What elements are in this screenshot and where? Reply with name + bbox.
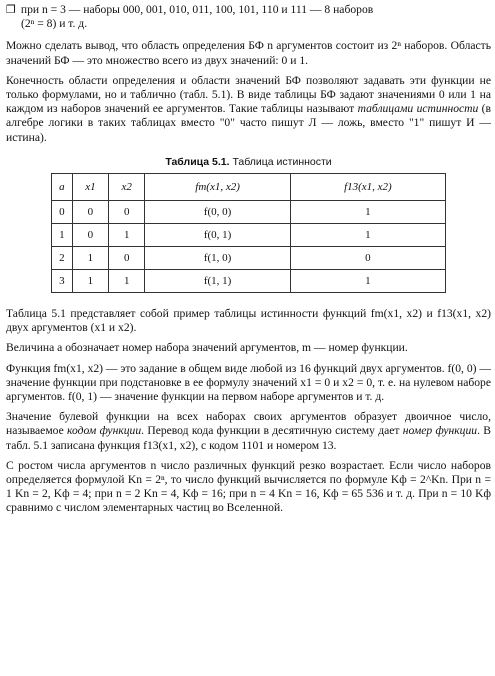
document-page <box>6 3 491 522</box>
table-row <box>52 270 446 293</box>
paragraph-growth: С ростом числа аргументов n число различных функций резко возрастает. Если число наборов определяется формулой Kn = 2ⁿ, то число функций вычисляется по формуле Kф = 2^Kn. При n = 1 Kn = 2, Kф = 4; при n = 2 Kn = 4, Kф = 16; при n = 4 Kn = 16, Kф = 65 536 и т. д. При n = 10 Kф сравнимо с числом элементарных частиц во Вселенной. <box>6 458 491 515</box>
para6-pre: Значение булевой функции на всех наборах своих аргументов образует двоичное число, называемое <box>6 410 491 438</box>
cell: 0 <box>52 201 73 224</box>
table-row <box>52 224 446 247</box>
cell: 1 <box>290 201 445 224</box>
para6-emph1: кодом функции <box>67 424 142 438</box>
cell: 1 <box>72 247 108 270</box>
header-x2: x2 <box>109 174 145 201</box>
cell: f(0, 1) <box>145 224 290 247</box>
cell: 0 <box>290 247 445 270</box>
cell: 0 <box>72 224 108 247</box>
para6-post: . В табл. 5.1 записана функция f13(x1, x2), с кодом 1101 и номером 13. <box>6 424 492 452</box>
bullet-line-1: при n = 3 — наборы 000, 001, 010, 011, 100, 101, 110 и 111 — 8 наборов <box>20 3 374 16</box>
paragraph-fm-definition: Функция fm(x1, x2) — это задание в общем виде любой из 16 функций двух аргументов. f(0, 0) — значение функции при подстановке в ее формулу значений x1 = 0 и x2 = 0, т. е. на нулевом наборе аргументов. f(0, 1) — значение функции на первом наборе аргументов и т. д. <box>6 361 491 404</box>
checkbox-bullet-icon: ❐ <box>6 3 16 16</box>
table-row <box>52 201 446 224</box>
table-header-row <box>52 174 446 201</box>
bullet-line-2: (2ⁿ = 8) и т. д. <box>21 17 88 31</box>
cell: 1 <box>290 270 445 293</box>
cell: 1 <box>109 224 145 247</box>
bullet-item <box>6 3 491 31</box>
cell: f(0, 0) <box>145 201 290 224</box>
header-fm: fm(x1, x2) <box>145 174 290 201</box>
paragraph-function-code <box>6 410 491 453</box>
paragraph-domain: Можно сделать вывод, что область определения БФ n аргументов состоит из 2ⁿ наборов. Область значений БФ — это множество всего из двух значений: 0 и 1. <box>6 39 491 67</box>
paragraph-table-intro <box>6 74 491 145</box>
cell: 1 <box>290 224 445 247</box>
truth-table <box>51 173 446 293</box>
header-a: a <box>52 174 73 201</box>
cell: 0 <box>109 201 145 224</box>
paragraph-table-example: Таблица 5.1 представляет собой пример таблицы истинности функций fm(x1, x2) и f13(x1, x2) двух аргументов (x1 и x2). <box>6 307 491 335</box>
cell: 1 <box>72 270 108 293</box>
para6-emph2: номер функции <box>402 424 478 438</box>
para6-mid: . Перевод кода функции в десятичную систему дает <box>141 424 403 438</box>
cell: 3 <box>52 270 73 293</box>
header-x1: x1 <box>72 174 108 201</box>
cell: 2 <box>52 247 73 270</box>
cell: 1 <box>109 270 145 293</box>
cell: f(1, 0) <box>145 247 290 270</box>
header-f13: f13(x1, x2) <box>290 174 445 201</box>
cell: 0 <box>109 247 145 270</box>
cell: 1 <box>52 224 73 247</box>
para2-pre: Конечность области определения и области значений БФ позволяют задавать эти функции не только формулами, но и таблично (табл. 5.1). В виде таблицы БФ задают значениями 0 или 1 на каждом из наборов значений ее аргументов. Такие таблицы называют <box>6 73 491 116</box>
table-row <box>52 247 446 270</box>
para2-emph: таблицами истинности <box>357 102 479 116</box>
table-caption-number: Таблица 5.1. <box>165 155 230 168</box>
cell: 0 <box>72 201 108 224</box>
para2-post: (в алгебре логики в таких таблицах вместо "0" часто пишут Л — ложь, вместо "1" пишут И — истина). <box>6 102 491 144</box>
table-caption <box>6 155 491 169</box>
table-caption-text: Таблица истинности <box>232 155 332 168</box>
paragraph-a-meaning: Величина a обозначает номер набора значений аргументов, m — номер функции. <box>6 341 408 355</box>
cell: f(1, 1) <box>145 270 290 293</box>
